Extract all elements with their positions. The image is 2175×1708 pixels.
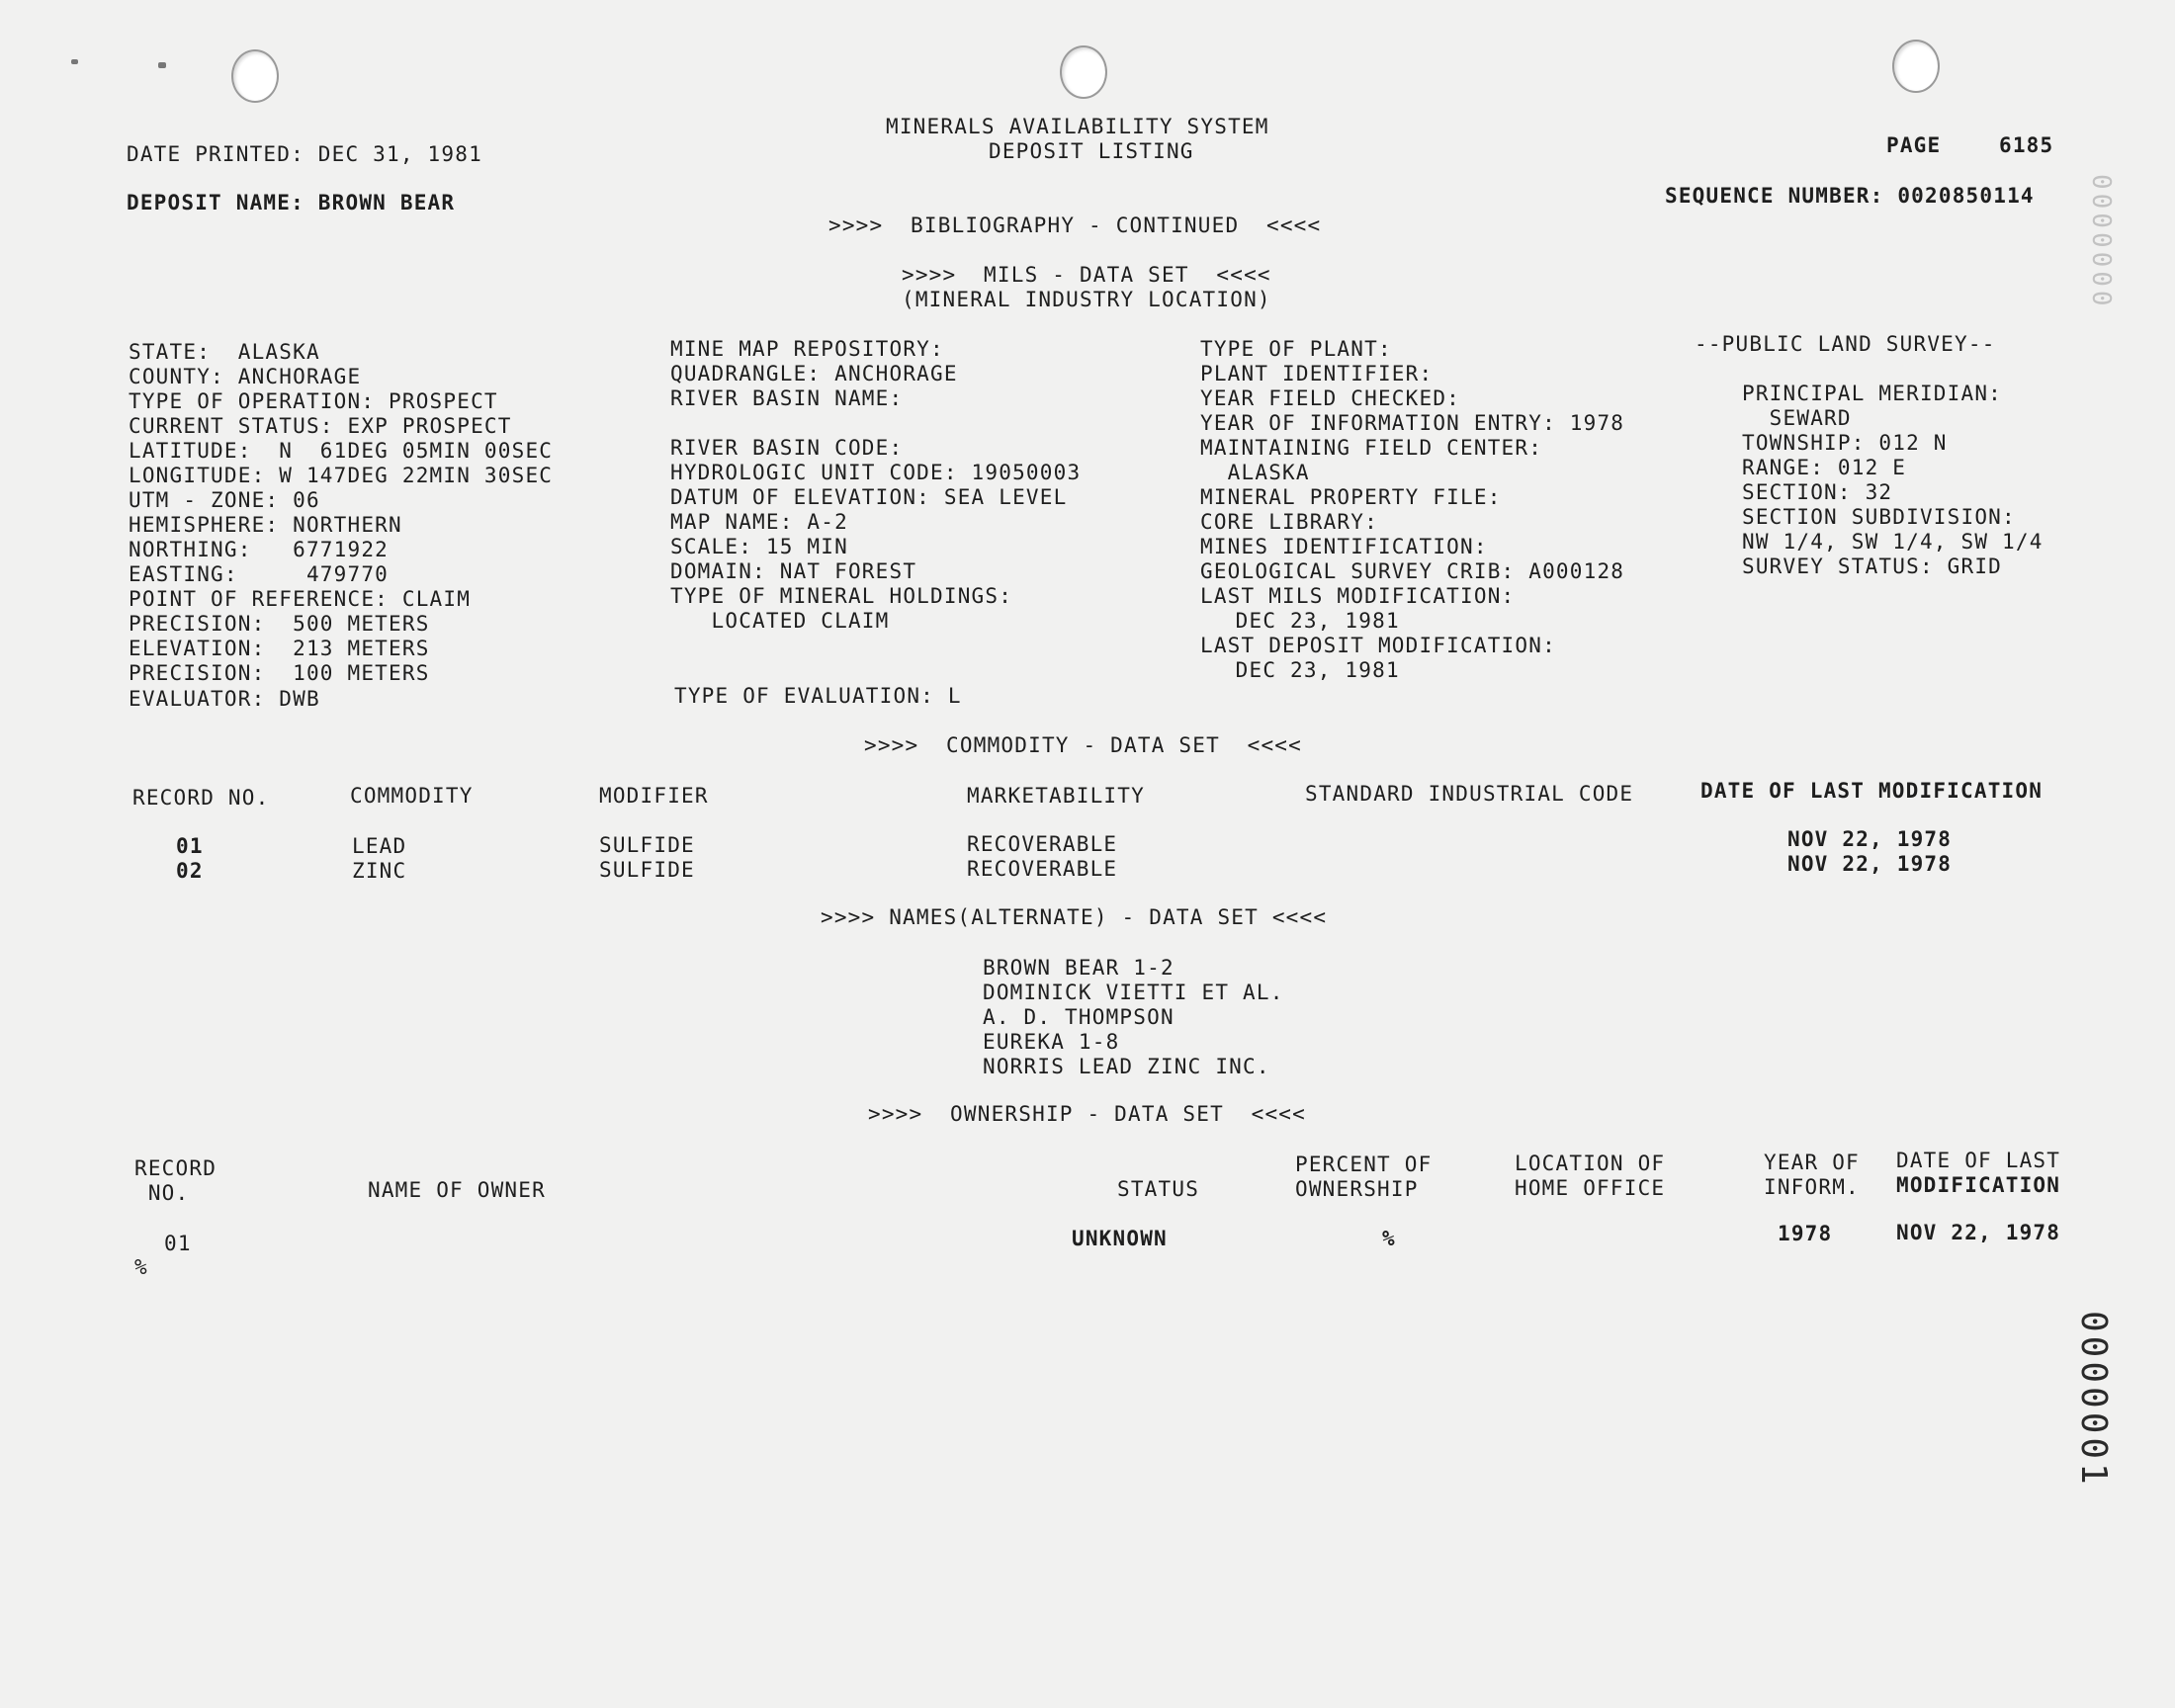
ownership-record: 01	[164, 1232, 192, 1255]
ownership-header-name: NAME OF OWNER	[368, 1178, 546, 1202]
commodity-header-record: RECORD NO.	[132, 786, 270, 810]
field-river-basin-name: RIVER BASIN NAME:	[670, 386, 904, 410]
field-last-deposit-modification: LAST DEPOSIT MODIFICATION:	[1200, 634, 1556, 657]
commodity-marketability: RECOVERABLE	[967, 832, 1118, 856]
commodity-record: 02	[176, 859, 204, 883]
mils-subheading: (MINERAL INDUSTRY LOCATION)	[902, 288, 1271, 311]
ownership-percent: %	[1382, 1227, 1396, 1250]
field-plant-identifier: PLANT IDENTIFIER:	[1200, 362, 1434, 385]
deposit-name: DEPOSIT NAME: BROWN BEAR	[127, 191, 456, 214]
binder-hole-right	[1892, 40, 1940, 93]
field-mineral-holdings-value: LOCATED CLAIM	[670, 609, 890, 633]
ownership-header-location: LOCATION OF	[1515, 1152, 1666, 1175]
field-survey-status: SURVEY STATUS: GRID	[1742, 555, 2003, 578]
field-hemisphere: HEMISPHERE: NORTHERN	[129, 513, 402, 537]
list-item: A. D. THOMPSON	[983, 1005, 1174, 1029]
ownership-header-record: RECORD	[134, 1156, 218, 1180]
field-evaluator: EVALUATOR: DWB	[129, 687, 320, 711]
list-item: EUREKA 1-8	[983, 1030, 1120, 1054]
field-section-subdivision-value: NW 1/4, SW 1/4, SW 1/4	[1742, 530, 2044, 554]
page-label: PAGE	[1886, 133, 1942, 157]
ownership-header-percent-2: OWNERSHIP	[1295, 1177, 1419, 1201]
field-geological-survey-crib: GEOLOGICAL SURVEY CRIB: A000128	[1200, 559, 1625, 583]
ownership-year: 1978	[1778, 1222, 1833, 1245]
field-northing: NORTHING: 6771922	[129, 538, 390, 561]
field-map-name: MAP NAME: A-2	[670, 510, 848, 534]
field-mines-identification: MINES IDENTIFICATION:	[1200, 535, 1488, 558]
commodity-name: ZINC	[352, 859, 407, 883]
commodity-header-sic: STANDARD INDUSTRIAL CODE	[1305, 782, 1634, 806]
ownership-header-record-no: NO.	[134, 1181, 190, 1205]
sequence-number: SEQUENCE NUMBER: 0020850114	[1665, 184, 2035, 208]
field-section: SECTION: 32	[1742, 480, 1893, 504]
field-domain: DOMAIN: NAT FOREST	[670, 559, 917, 583]
field-state: STATE: ALASKA	[129, 340, 320, 364]
field-section-subdivision: SECTION SUBDIVISION:	[1742, 505, 2016, 529]
field-datum-of-elevation: DATUM OF ELEVATION: SEA LEVEL	[670, 485, 1068, 509]
field-easting: EASTING: 479770	[129, 562, 390, 586]
field-year-field-checked: YEAR FIELD CHECKED:	[1200, 386, 1461, 410]
binder-hole-left	[231, 49, 279, 103]
field-quadrangle: QUADRANGLE: ANCHORAGE	[670, 362, 958, 385]
field-township: TOWNSHIP: 012 N	[1742, 431, 1948, 455]
field-type-of-evaluation: TYPE OF EVALUATION: L	[674, 684, 962, 708]
ownership-header-date: DATE OF LAST	[1896, 1149, 2061, 1172]
commodity-date: NOV 22, 1978	[1787, 827, 1953, 851]
field-last-mils-modification: LAST MILS MODIFICATION:	[1200, 584, 1516, 608]
ownership-header-status: STATUS	[1117, 1177, 1200, 1201]
field-river-basin-code: RIVER BASIN CODE:	[670, 436, 904, 460]
commodity-header-marketability: MARKETABILITY	[967, 784, 1145, 808]
field-county: COUNTY: ANCHORAGE	[129, 365, 362, 388]
field-last-mils-modification-date: DEC 23, 1981	[1208, 609, 1400, 633]
field-latitude: LATITUDE: N 61DEG 05MIN 00SEC	[129, 439, 554, 463]
ownership-heading: >>>> OWNERSHIP - DATA SET <<<<	[868, 1102, 1306, 1126]
field-principal-meridian-value: SEWARD	[1742, 406, 1852, 430]
commodity-heading: >>>> COMMODITY - DATA SET <<<<	[864, 733, 1302, 757]
commodity-header-modifier: MODIFIER	[599, 784, 709, 808]
public-land-survey-heading: --PUBLIC LAND SURVEY--	[1695, 332, 1996, 356]
report-subtitle: DEPOSIT LISTING	[989, 139, 1194, 163]
commodity-marketability: RECOVERABLE	[967, 857, 1118, 881]
page-number: 6185	[1999, 133, 2054, 157]
list-item: NORRIS LEAD ZINC INC.	[983, 1055, 1270, 1078]
commodity-date: NOV 22, 1978	[1787, 852, 1953, 876]
ownership-header-date-2: MODIFICATION	[1896, 1173, 2061, 1197]
ownership-trailer: %	[134, 1255, 148, 1279]
ownership-status: UNKNOWN	[1072, 1227, 1168, 1250]
ink-speck	[71, 59, 78, 64]
field-hydrologic-unit-code: HYDROLOGIC UNIT CODE: 19050003	[670, 461, 1082, 484]
bibliography-heading: >>>> BIBLIOGRAPHY - CONTINUED <<<<	[828, 214, 1322, 237]
names-heading: >>>> NAMES(ALTERNATE) - DATA SET <<<<	[821, 905, 1328, 929]
field-current-status: CURRENT STATUS: EXP PROSPECT	[129, 414, 512, 438]
field-elevation: ELEVATION: 213 METERS	[129, 637, 430, 660]
field-field-center-value: ALASKA	[1200, 461, 1310, 484]
field-last-deposit-modification-date: DEC 23, 1981	[1208, 658, 1400, 682]
date-printed: DATE PRINTED: DEC 31, 1981	[127, 142, 482, 166]
list-item: DOMINICK VIETTI ET AL.	[983, 981, 1284, 1004]
commodity-name: LEAD	[352, 834, 407, 858]
commodity-modifier: SULFIDE	[599, 858, 695, 882]
margin-stamp-top: 0000000	[2086, 174, 2116, 310]
ink-speck	[158, 62, 166, 68]
report-title: MINERALS AVAILABILITY SYSTEM	[886, 115, 1269, 138]
field-mine-map-repository: MINE MAP REPOSITORY:	[670, 337, 944, 361]
field-core-library: CORE LIBRARY:	[1200, 510, 1378, 534]
list-item: BROWN BEAR 1-2	[983, 956, 1174, 980]
commodity-modifier: SULFIDE	[599, 833, 695, 857]
commodity-header-date: DATE OF LAST MODIFICATION	[1700, 779, 2044, 803]
field-maintaining-field-center: MAINTAINING FIELD CENTER:	[1200, 436, 1543, 460]
field-range: RANGE: 012 E	[1742, 456, 1907, 479]
ownership-header-location-2: HOME OFFICE	[1515, 1176, 1666, 1200]
field-type-of-mineral-holdings: TYPE OF MINERAL HOLDINGS:	[670, 584, 1013, 608]
field-precision-elevation: PRECISION: 100 METERS	[129, 661, 430, 685]
field-longitude: LONGITUDE: W 147DEG 22MIN 30SEC	[129, 464, 554, 487]
field-year-of-information-entry: YEAR OF INFORMATION ENTRY: 1978	[1200, 411, 1625, 435]
field-principal-meridian: PRINCIPAL MERIDIAN:	[1742, 382, 2003, 405]
field-scale: SCALE: 15 MIN	[670, 535, 848, 558]
field-type-of-operation: TYPE OF OPERATION: PROSPECT	[129, 389, 498, 413]
ownership-header-year-2: INFORM.	[1764, 1175, 1860, 1199]
field-precision-location: PRECISION: 500 METERS	[129, 612, 430, 636]
field-utm-zone: UTM - ZONE: 06	[129, 488, 320, 512]
ownership-header-percent: PERCENT OF	[1295, 1153, 1433, 1176]
ownership-date: NOV 22, 1978	[1896, 1221, 2061, 1244]
mils-heading: >>>> MILS - DATA SET <<<<	[902, 263, 1271, 287]
field-type-of-plant: TYPE OF PLANT:	[1200, 337, 1392, 361]
ownership-header-year: YEAR OF	[1764, 1151, 1860, 1174]
field-mineral-property-file: MINERAL PROPERTY FILE:	[1200, 485, 1502, 509]
binder-hole-center	[1060, 45, 1107, 99]
commodity-record: 01	[176, 834, 204, 858]
field-point-of-reference: POINT OF REFERENCE: CLAIM	[129, 587, 472, 611]
margin-stamp-bottom: 0000001	[2073, 1311, 2114, 1489]
commodity-header-commodity: COMMODITY	[350, 784, 474, 808]
